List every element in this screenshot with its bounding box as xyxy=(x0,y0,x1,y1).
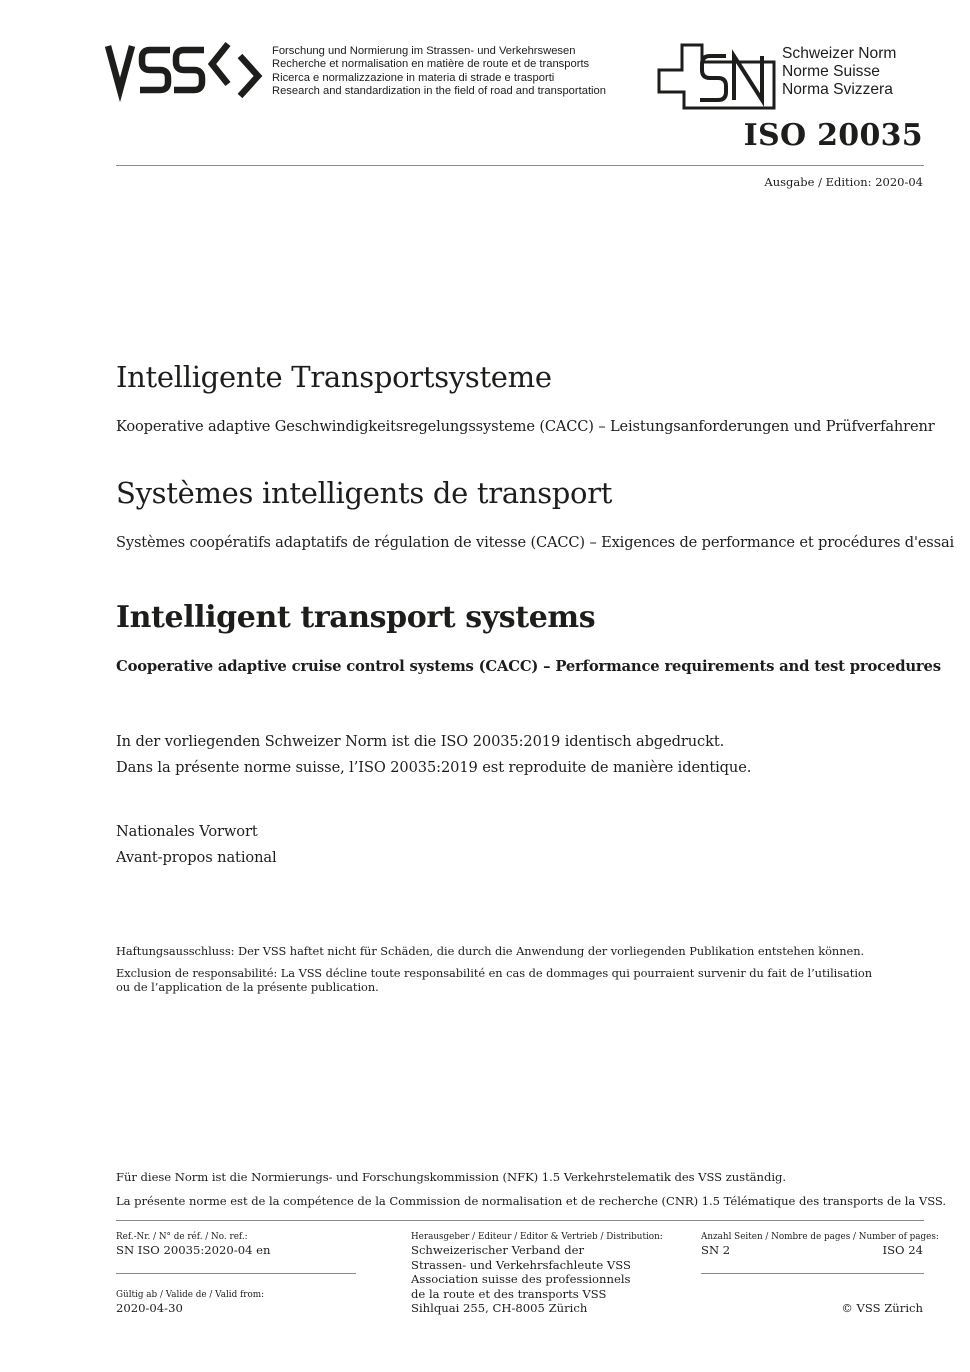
publisher-address xyxy=(411,1243,631,1316)
sn-line-it: Norma Svizzera xyxy=(782,81,893,98)
committee-de: Für diese Norm ist die Normierungs- und Forschungskommission (NFK) 1.5 Verkehrstelematik des VSS zuständig. xyxy=(116,1170,786,1184)
identical-note-fr: Dans la présente norme suisse, l’ISO 20035:2019 est reproduite de manière identique. xyxy=(116,759,752,776)
publisher-line: Schweizerischer Verband der xyxy=(411,1243,585,1257)
ref-label: Ref.-Nr. / N° de réf. / No. ref.: xyxy=(116,1232,248,1242)
foreword-de: Nationales Vorwort xyxy=(116,823,258,840)
pages-divider xyxy=(701,1273,924,1274)
title-de: Intelligente Transportsysteme xyxy=(116,360,552,394)
header-divider xyxy=(116,165,924,166)
vss-description-it: Ricerca e normalizzazione in materia di strade e trasporti xyxy=(272,71,555,84)
foreword-fr: Avant-propos national xyxy=(116,849,277,866)
identical-note xyxy=(116,729,751,781)
vss-description-fr: Recherche et normalisation en matière de route et de transports xyxy=(272,58,590,71)
disclaimer-fr-line2: ou de l’application de la présente publication. xyxy=(116,980,379,994)
standard-number: ISO 20035 xyxy=(743,118,923,153)
subtitle-en: Cooperative adaptive cruise control systems (CACC) – Performance requirements and test procedures xyxy=(116,658,941,675)
vss-description xyxy=(272,45,606,99)
disclaimer-fr xyxy=(116,966,872,994)
sn-line-fr: Norme Suisse xyxy=(782,63,880,80)
national-foreword xyxy=(116,819,277,871)
pages-label: Anzahl Seiten / Nombre de pages / Number of pages: xyxy=(701,1232,939,1242)
subtitle-de: Kooperative adaptive Geschwindigkeitsregelungssysteme (CACC) – Leistungsanforderungen und Prüfverfahrenr xyxy=(116,418,935,435)
copyright: © VSS Zürich xyxy=(841,1301,923,1315)
swiss-norm-label xyxy=(782,45,896,99)
subtitle-fr: Systèmes coopératifs adaptatifs de régulation de vitesse (CACC) – Exigences de performance et procédures d'essai xyxy=(116,534,955,551)
publisher-line: Association suisse des professionnels xyxy=(411,1272,631,1287)
pages-iso: ISO 24 xyxy=(882,1243,923,1257)
disclaimer-fr-line1: Exclusion de responsabilité: La VSS décline toute responsabilité en cas de dommages qui pourraient survenir du fait de l’utilisation xyxy=(116,966,873,980)
committee-fr: La présente norme est de la compétence de la Commission de normalisation et de recherche (CNR) 1.5 Télématique des transports de la VSS. xyxy=(116,1194,947,1208)
disclaimer-de: Haftungsausschluss: Der VSS haftet nicht für Schäden, die durch die Anwendung der vorliegenden Publikation entstehen können. xyxy=(116,944,865,958)
publisher-line: de la route et des transports VSS xyxy=(411,1286,607,1301)
valid-value: 2020-04-30 xyxy=(116,1301,183,1315)
sn-line-de: Schweizer Norm xyxy=(782,45,897,62)
pages-sn: SN 2 xyxy=(701,1243,731,1257)
vss-logo xyxy=(104,40,266,102)
sn-logo xyxy=(656,42,778,114)
publisher-line: Strassen- und Verkehrsfachleute VSS xyxy=(411,1257,631,1272)
vss-description-de: Forschung und Normierung im Strassen- und Verkehrswesen xyxy=(272,45,576,57)
ref-divider xyxy=(116,1273,356,1274)
edition-label: Ausgabe / Edition: 2020-04 xyxy=(764,175,923,189)
publisher-line: Sihlquai 255, CH-8005 Zürich xyxy=(411,1301,588,1316)
valid-label: Gültig ab / Valide de / Valid from: xyxy=(116,1290,265,1300)
title-fr: Systèmes intelligents de transport xyxy=(116,476,613,510)
identical-note-de: In der vorliegenden Schweizer Norm ist die ISO 20035:2019 identisch abgedruckt. xyxy=(116,733,725,750)
footer-divider xyxy=(116,1220,924,1221)
vss-description-en: Research and standardization in the field of road and transportation xyxy=(272,85,606,98)
ref-value: SN ISO 20035:2020-04 en xyxy=(116,1243,271,1257)
publisher-label: Herausgeber / Editeur / Editor & Vertrieb / Distribution: xyxy=(411,1232,663,1242)
title-en: Intelligent transport systems xyxy=(116,600,596,635)
